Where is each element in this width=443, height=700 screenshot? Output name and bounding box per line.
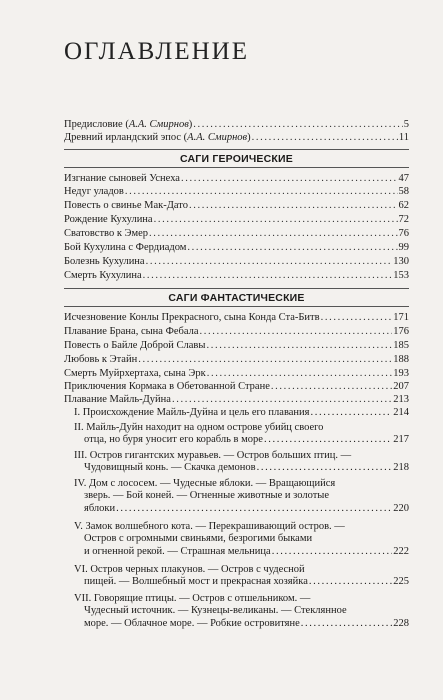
toc-entry-label: Любовь к Этайн (64, 354, 138, 365)
chapter-text: яблоки (84, 502, 116, 514)
chapter-text: Чудесный источник. — Кузнецы-великаны. — Стеклянное (84, 605, 347, 617)
chapter-last-line (74, 618, 409, 630)
chapter-entry (74, 593, 409, 630)
leader-dots (193, 118, 402, 131)
chapter-text: IV. Дом с лососем. — Чудесные яблоки. — Вращающийся (74, 478, 336, 489)
chapter-last-line (74, 407, 409, 419)
toc-entry-label: Болезнь Кухулина (64, 256, 145, 267)
leader-dots (252, 131, 398, 144)
section-rule-bottom (64, 167, 409, 168)
leader-dots (172, 393, 392, 406)
leader-dots (146, 255, 393, 268)
toc-entry-page: 218 (393, 462, 409, 474)
toc-entry-page: 76 (398, 228, 409, 239)
toc-entry-page: 188 (393, 354, 409, 365)
toc-entry (64, 311, 409, 324)
toc-entry-page: 58 (398, 186, 409, 197)
chapter-last-line (74, 434, 409, 446)
toc-entry-page: 214 (393, 407, 409, 418)
toc-entry (64, 353, 409, 366)
section-rule-bottom (64, 306, 409, 307)
chapter-last-line (74, 576, 409, 588)
toc-entry-label: Предисловие (А.А. Смирнов) (64, 119, 193, 130)
leader-dots (143, 269, 393, 282)
chapter-text: пищей. — Волшебный мост и прекрасная хозяйка (84, 576, 308, 588)
leader-dots (301, 618, 392, 630)
chapter-entry (74, 564, 409, 589)
leader-dots (264, 434, 392, 446)
chapter-text: Чудовищный конь. — Скачка демонов (84, 462, 256, 474)
toc-entry-label: Повесть о Байле Доброй Славы (64, 340, 206, 351)
leader-dots (272, 546, 393, 558)
toc-entry-label: Плавание Брана, сына Фебала (64, 326, 199, 337)
chapter-last-line (74, 462, 409, 474)
chapter-entry (74, 521, 409, 558)
toc-entry-label: Исчезновение Конлы Прекрасного, сына Конда Ста-Битв (64, 312, 320, 323)
toc-entry-page: 225 (393, 576, 409, 588)
toc-entry-page: 11 (398, 132, 409, 143)
chapter-text: I. Происхождение Майль-Дуйна и цель его плавания (74, 407, 310, 418)
leader-dots (309, 576, 392, 588)
chapter-text: Остров с огромными свиньями, безрогими быками (84, 533, 313, 545)
toc-entry-page: 220 (393, 502, 409, 514)
toc-entry-label: Рождение Кухулина (64, 214, 153, 225)
toc-entry-page: 99 (398, 242, 409, 253)
chapter-text: II. Майль-Дуйн находит на одном острове убийц своего (74, 422, 324, 433)
toc-entry-page: 207 (393, 381, 409, 392)
toc-entry-label: Смерть Муйрхертаха, сына Эрк (64, 368, 206, 379)
section-rule-top (64, 288, 409, 289)
chapter-text: III. Остров гигантских муравьев. — Остров больших птиц. — (74, 450, 352, 461)
toc-entry (64, 227, 409, 240)
leader-dots (116, 503, 392, 515)
toc-entry-page: 130 (393, 256, 409, 267)
chapter-last-line (74, 503, 409, 515)
toc-entry (64, 325, 409, 338)
toc-entry-label: Недуг уладов (64, 186, 124, 197)
section-heading-heroic: САГИ ГЕРОИЧЕСКИЕ (180, 153, 293, 165)
toc-entry-label: Приключения Кормака в Обетованной Стране (64, 381, 270, 392)
toc-entry (64, 172, 409, 185)
toc-entry-page: 171 (393, 312, 409, 323)
chapter-text: VII. Говорящие птицы. — Остров с отшельником. — (74, 593, 311, 604)
leader-dots (154, 213, 398, 226)
toc-entry-label: Древний ирландский эпос (А.А. Смирнов) (64, 132, 251, 143)
chapter-text: море. — Облачное море. — Робкие островитяне (84, 617, 300, 629)
toc-entry-page: 176 (393, 326, 409, 337)
leader-dots (271, 380, 392, 393)
chapter-text: зверь. — Бой коней. — Огненные животные и золотые (84, 490, 329, 502)
leader-dots (257, 462, 393, 474)
chapter-text: V. Замок волшебного кота. — Перекрашивающий остров. — (74, 521, 345, 532)
toc-entry (64, 380, 409, 393)
toc-entry-page: 62 (398, 200, 409, 211)
leader-dots (149, 227, 397, 240)
toc-entry (64, 199, 409, 212)
toc-title: ОГЛАВЛЕНИЕ (64, 38, 249, 65)
toc-entry-page: 185 (393, 340, 409, 351)
leader-dots (200, 325, 393, 338)
toc-entry-page: 153 (393, 270, 409, 281)
toc-entry (64, 118, 409, 131)
toc-entry (64, 241, 409, 254)
toc-entry-page: 47 (398, 173, 409, 184)
toc-entry-page: 5 (403, 119, 409, 130)
toc-entry (64, 269, 409, 282)
leader-dots (189, 199, 398, 212)
leader-dots (138, 353, 392, 366)
toc-entry (64, 393, 409, 406)
section-heading-fantastic: САГИ ФАНТАСТИЧЕСКИЕ (168, 292, 305, 304)
toc-entry-page: 217 (393, 434, 409, 446)
toc-entry-label: Плавание Майль-Дуйна (64, 394, 171, 405)
chapter-entry (74, 422, 409, 447)
toc-entry-label: Смерть Кухулина (64, 270, 142, 281)
leader-dots (206, 339, 392, 352)
leader-dots (181, 172, 398, 185)
chapter-text: отца, но буря уносит его корабль в море (84, 434, 263, 446)
toc-entry (64, 255, 409, 268)
toc-entry-label: Повесть о свинье Мак-Дато (64, 200, 188, 211)
toc-entry-page: 213 (393, 394, 409, 405)
chapter-entry (74, 478, 409, 515)
toc-entry (64, 367, 409, 380)
toc-entry (64, 339, 409, 352)
toc-entry-page: 72 (398, 214, 409, 225)
toc-entry-page: 193 (393, 368, 409, 379)
chapter-text: VI. Остров черных плакунов. — Остров с чудесной (74, 564, 305, 575)
toc-entry-page: 228 (393, 617, 409, 629)
toc-entry-label: Бой Кухулина с Фердиадом (64, 242, 187, 253)
toc-entry (64, 213, 409, 226)
chapter-text: и огненной рекой. — Страшная мельница (84, 545, 271, 557)
chapter-last-line (74, 546, 409, 558)
leader-dots (187, 241, 397, 254)
toc-entry (64, 185, 409, 198)
chapter-entry (74, 450, 409, 475)
leader-dots (125, 185, 398, 198)
chapter-entry (74, 407, 409, 419)
leader-dots (321, 311, 393, 324)
toc-entry-label: Сватовство к Эмер (64, 228, 149, 239)
toc-entry-label: Изгнание сыновей Уснеха (64, 173, 180, 184)
toc-entry (64, 131, 409, 144)
section-rule-top (64, 149, 409, 150)
toc-entry-page: 222 (393, 545, 409, 557)
leader-dots (207, 367, 393, 380)
leader-dots (311, 407, 393, 419)
